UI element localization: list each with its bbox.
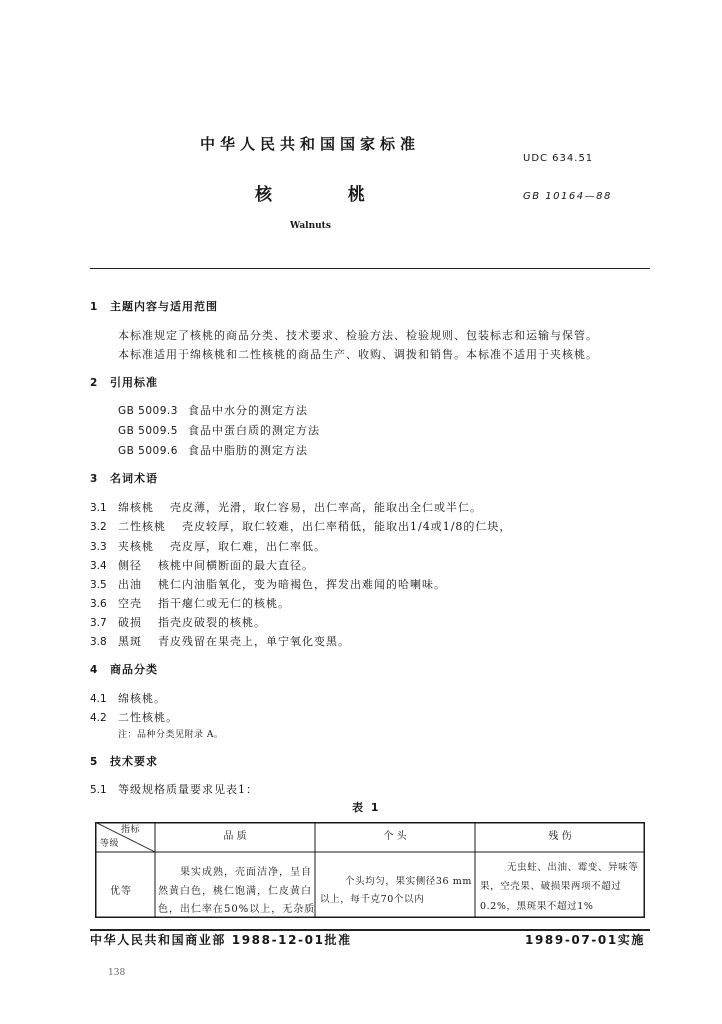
- effective-date: 1989-07-01实施: [525, 933, 645, 947]
- column-header: 品 质: [223, 831, 247, 842]
- term-number: 3.2: [90, 521, 107, 533]
- approval-line: 中华人民共和国商业部 1988-12-01批准: [90, 933, 352, 947]
- term-item: [90, 560, 314, 572]
- term-name: 侧径: [118, 559, 142, 572]
- reference-title: 食品中脂肪的测定方法: [188, 444, 308, 457]
- section-title: 商品分类: [110, 663, 158, 676]
- reference-item: [118, 425, 320, 437]
- item-text: 等级规格质量要求见表1：: [118, 783, 258, 796]
- term-number: 3.6: [90, 598, 107, 610]
- term-number: 3.5: [90, 579, 107, 591]
- udc-number: UDC 634.51: [523, 153, 594, 164]
- reference-code: GB 5009.6: [118, 445, 178, 457]
- note: 注：品种分类见附录 A。: [118, 730, 224, 740]
- item-text: 绵核桃。: [118, 692, 166, 705]
- quality-text-line: 色，出仁率在50%以上，无杂质: [158, 904, 316, 915]
- term-name: 绵核桃: [118, 501, 154, 514]
- corner-header-bottom: 等级: [100, 839, 120, 849]
- term-name: 空壳: [118, 597, 142, 610]
- term-name: 二性核桃: [118, 520, 166, 533]
- section-title: 技术要求: [110, 755, 158, 768]
- corner-header-top: 指标: [121, 825, 141, 835]
- term-definition: 壳皮薄，光滑，取仁容易，出仁率高，能取出全仁或半仁。: [170, 501, 482, 514]
- term-item: [90, 598, 290, 610]
- item-text: 二性核桃。: [118, 711, 178, 724]
- quality-text-line: 然黄白色，桃仁饱满，仁皮黄白: [158, 886, 312, 897]
- footer-divider: [90, 929, 650, 931]
- section-number: 2: [90, 377, 98, 389]
- section-3-heading: [90, 473, 158, 485]
- size-text-line: 以上，每千克70个以内: [320, 894, 425, 905]
- size-text-line: 个头均匀，果实侧径36 mm: [345, 876, 473, 887]
- section-number: 3: [90, 473, 98, 485]
- section-4-heading: [90, 664, 158, 676]
- english-title: Walnuts: [290, 221, 331, 231]
- term-item: [90, 617, 266, 629]
- reference-code: GB 5009.5: [118, 425, 178, 437]
- defect-text-line: 0.2%，黑斑果不超过1%: [480, 901, 594, 912]
- standard-code: GB 10164—88: [523, 191, 612, 202]
- standard-type: 中华人民共和国国家标准: [200, 135, 421, 153]
- section-title: 主题内容与适用范围: [110, 300, 218, 313]
- list-item: [90, 693, 166, 705]
- table-1: [95, 822, 645, 918]
- section-title: 引用标准: [110, 376, 158, 389]
- defect-text-line: 无虫蛀、出油、霉变、异味等: [507, 862, 639, 873]
- term-definition: 桃仁内油脂氧化，变为暗褐色，挥发出难闻的哈喇味。: [158, 578, 446, 591]
- defect-text-line: 果，空壳果、破损果两项不超过: [480, 881, 622, 892]
- header-divider: [90, 268, 650, 269]
- term-item: [90, 579, 446, 591]
- term-definition: 指干瘪仁或无仁的核桃。: [158, 597, 290, 610]
- list-item: [90, 784, 258, 796]
- term-definition: 指壳皮破裂的核桃。: [158, 616, 266, 629]
- term-definition: 青皮残留在果壳上，单宁氧化变黑。: [158, 635, 350, 648]
- term-name: 出油: [118, 578, 142, 591]
- reference-code: GB 5009.3: [118, 405, 178, 417]
- term-name: 黑斑: [118, 635, 142, 648]
- item-number: 4.1: [90, 693, 107, 705]
- term-number: 3.7: [90, 617, 107, 629]
- term-number: 3.1: [90, 502, 107, 514]
- term-item: [90, 636, 350, 648]
- reference-item: [118, 445, 308, 457]
- section-number: 5: [90, 756, 98, 768]
- term-number: 3.4: [90, 560, 107, 572]
- term-definition: 壳皮厚，取仁难，出仁率低。: [170, 540, 326, 553]
- section-number: 1: [90, 301, 98, 313]
- term-number: 3.3: [90, 541, 107, 553]
- section-number: 4: [90, 664, 98, 676]
- term-name: 夹核桃: [118, 540, 154, 553]
- list-item: [90, 712, 178, 724]
- column-header: 个 头: [383, 831, 407, 842]
- grade-label: 优等: [110, 886, 132, 897]
- quality-text-line: 果实成熟，壳面洁净，呈自: [180, 867, 312, 878]
- term-definition: 壳皮较厚，取仁较难，出仁率稍低，能取出1/4或1/8的仁块，: [182, 520, 512, 533]
- column-header: 残 伤: [548, 831, 572, 842]
- paragraph: 本标准规定了核桃的商品分类、技术要求、检验方法、检验规则、包装标志和运输与保管。: [118, 329, 598, 342]
- paragraph: 本标准适用于绵核桃和二性核桃的商品生产、收购、调拨和销售。本标准不适用于夹核桃。: [118, 348, 598, 361]
- item-number: 4.2: [90, 712, 107, 724]
- section-5-heading: [90, 756, 158, 768]
- term-item: [90, 521, 511, 533]
- term-number: 3.8: [90, 636, 107, 648]
- document-title: 核 桃: [255, 185, 365, 205]
- table-caption: 表 1: [352, 801, 381, 814]
- term-item: [90, 541, 326, 553]
- term-name: 破损: [118, 616, 142, 629]
- page-number: 138: [108, 968, 126, 978]
- section-2-heading: [90, 377, 158, 389]
- reference-title: 食品中水分的测定方法: [188, 404, 308, 417]
- term-item: [90, 502, 482, 514]
- reference-item: [118, 405, 308, 417]
- reference-title: 食品中蛋白质的测定方法: [188, 424, 320, 437]
- item-number: 5.1: [90, 784, 107, 796]
- section-title: 名词术语: [110, 472, 158, 485]
- section-1-heading: [90, 301, 218, 313]
- term-definition: 核桃中间横断面的最大直径。: [158, 559, 314, 572]
